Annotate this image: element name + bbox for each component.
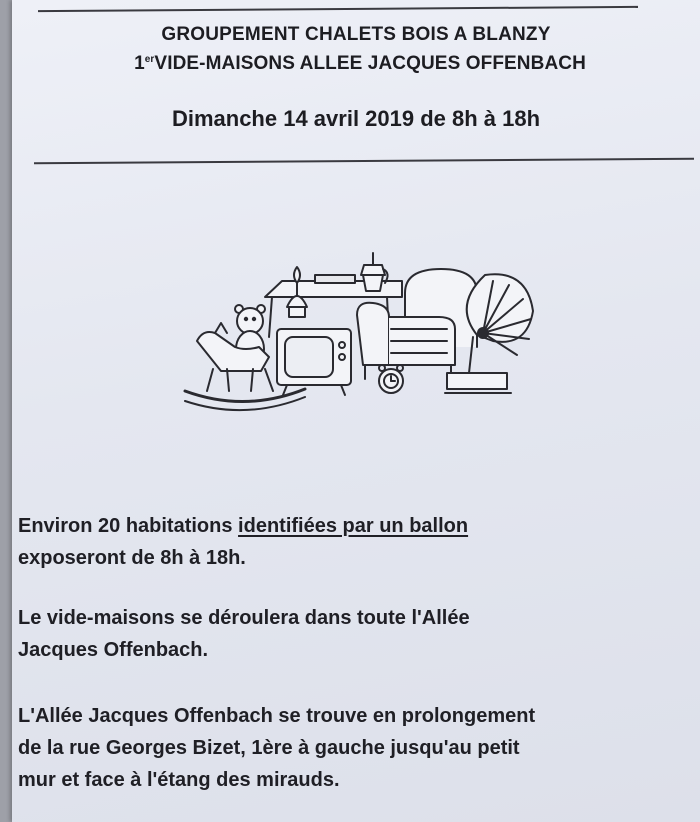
header-organizer: GROUPEMENT CHALETS BOIS A BLANZY [161, 24, 551, 45]
header-event-title [12, 53, 700, 75]
header-divider [34, 158, 694, 165]
directions-line-1: L'Allée Jacques Offenbach se trouve en prolongement [18, 705, 536, 727]
paragraph-location [18, 602, 688, 666]
event-number-suffix: er [144, 54, 155, 65]
directions-line-3: mur et face à l'étang des mirauds. [18, 769, 340, 791]
vintage-items-clipart-icon [177, 245, 542, 415]
balloon-identification-text: identifiées par un ballon [238, 515, 469, 537]
location-line-1: Le vide-maisons se déroulera dans toute l'Allée [18, 607, 470, 629]
flyer-paper [12, 0, 700, 822]
paragraph-directions [18, 700, 688, 796]
television-icon [277, 329, 351, 395]
event-title-text: VIDE-MAISONS ALLEE JACQUES OFFENBACH [154, 53, 586, 74]
participants-text: Environ 20 habitations [18, 515, 239, 537]
exhibit-hours-text: exposeront de 8h à 18h. [18, 547, 246, 569]
paragraph-participants [18, 510, 688, 574]
directions-line-2: de la rue Georges Bizet, 1ère à gauche jusqu'au petit [18, 737, 520, 759]
top-divider [38, 6, 638, 12]
event-number: 1 [134, 53, 145, 74]
location-line-2: Jacques Offenbach. [18, 639, 209, 661]
alarm-clock-icon [379, 365, 403, 393]
header-date: Dimanche 14 avril 2019 de 8h à 18h [171, 106, 541, 131]
